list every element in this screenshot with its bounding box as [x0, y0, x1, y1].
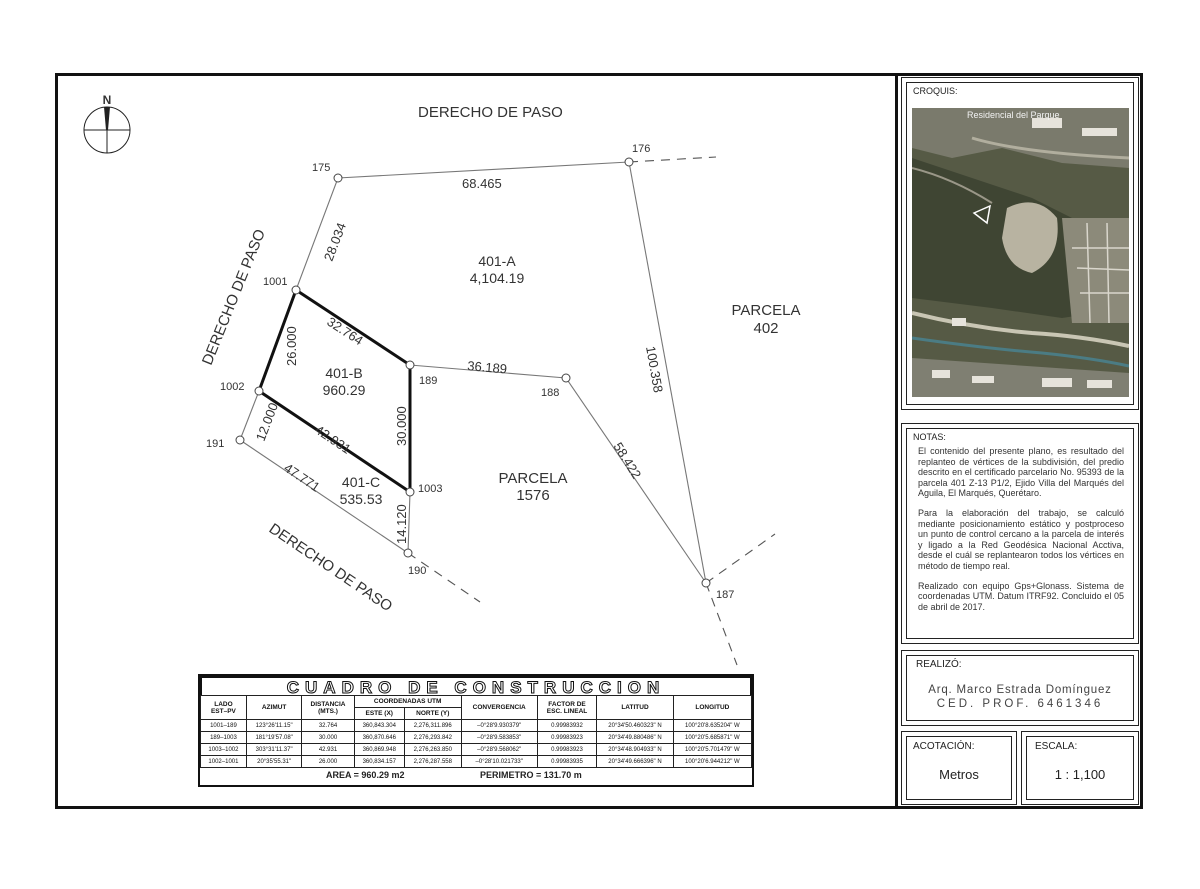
- notas-paragraph-2: Para la elaboración del trabajo, se calculó mediante posicionamiento estático y postproceso un punto de control cercano a la parcela de interés y ligado a la Red Geodésica Nacional Acctiva, desde el cuál se replantearon todos los vértices en método de tiempo real.: [918, 507, 1124, 571]
- header-distancia-text: DISTANCIA: [310, 700, 346, 708]
- realizo-cedula: CED. PROF. 6461346: [936, 698, 1104, 710]
- vertex-1002-label: 1002: [220, 381, 245, 393]
- header-factor: [537, 696, 597, 720]
- cell-latitud: 20°34'49.666396" N: [597, 756, 673, 768]
- distance-175-176: 68.465: [462, 176, 502, 191]
- header-coordenadas: COORDENADAS UTM: [354, 696, 461, 708]
- header-mts-text: (MTS.): [318, 707, 338, 715]
- aerial-image: [912, 108, 1129, 397]
- vertex-1003-label: 1003: [418, 483, 443, 495]
- table-row: [201, 732, 752, 744]
- vertex-175-label: 175: [312, 162, 331, 174]
- boundary-bottom-label: DERECHO DE PASO: [265, 520, 396, 616]
- cell-este: 360,869.948: [354, 744, 404, 756]
- cell-lado: 1001–189: [201, 720, 247, 732]
- vertex-1001-marker: [292, 286, 300, 294]
- notas-text: [918, 446, 1124, 621]
- vertex-1002-marker: [255, 387, 263, 395]
- cell-latitud: 20°34'48.904933" N: [597, 744, 673, 756]
- dash-187-ne: [706, 534, 775, 583]
- distance-176-187: 100.358: [643, 344, 666, 394]
- distance-189-1003: 30.000: [394, 406, 409, 446]
- north-arrow-icon: [84, 107, 130, 153]
- area-total: AREA = 960.29 m2: [326, 770, 405, 780]
- vertex-176-marker: [625, 158, 633, 166]
- parcela-1576-number: 1576: [516, 487, 550, 504]
- cell-longitud: 100°20'8.635204" W: [673, 720, 751, 732]
- aerial-caption: Residencial del Parque: [967, 110, 1060, 120]
- cell-este: 360,870.646: [354, 732, 404, 744]
- header-convergencia: CONVERGENCIA: [461, 696, 537, 720]
- vertex-189-marker: [406, 361, 414, 369]
- notas-label: NOTAS:: [913, 432, 946, 442]
- lot-401-a-area: 4,104.19: [469, 270, 525, 286]
- lot-401-a-name: 401-A: [478, 253, 516, 269]
- vertex-188-label: 188: [541, 387, 560, 399]
- distance-1003-190: 14.120: [394, 504, 409, 544]
- vertex-1001-label: 1001: [263, 276, 288, 288]
- header-factor-text: FACTOR DE: [548, 700, 586, 708]
- distance-1001-1002: 26.000: [284, 326, 299, 366]
- distance-191-190: 47.771: [281, 460, 323, 495]
- vertex-188-marker: [562, 374, 570, 382]
- cell-lado: 1003–1002: [201, 744, 247, 756]
- cell-azimut: 123°26'11.15": [246, 720, 301, 732]
- line-176-187: [629, 162, 706, 583]
- cell-distancia: 30.000: [302, 732, 354, 744]
- notas-paragraph-3: Realizado con equipo Gps+Glonass. Sistema de coordenadas UTM. Datum ITRF92. Concluido el 05 de abril de 2017.: [918, 580, 1124, 612]
- cell-azimut: 303°31'11.37": [246, 744, 301, 756]
- vertex-190-label: 190: [408, 565, 427, 577]
- cell-distancia: 26.000: [302, 756, 354, 768]
- cell-norte: 2,276,293.842: [404, 732, 461, 744]
- table-row: [201, 720, 752, 732]
- cell-longitud: 100°20'5.701479" W: [673, 744, 751, 756]
- cell-este: 360,843.304: [354, 720, 404, 732]
- vertex-191-marker: [236, 436, 244, 444]
- distance-175-1001: 28.034: [320, 220, 350, 264]
- cuadro-construccion-title: CUADRO DE CONSTRUCCION: [200, 676, 752, 695]
- header-esc-lineal-text: ESC. LINEAL: [546, 707, 588, 715]
- parcela-402-label: PARCELA: [731, 302, 801, 319]
- distance-189-188: 36.189: [466, 358, 508, 377]
- cell-norte: 2,276,263.850: [404, 744, 461, 756]
- vertex-187-label: 187: [716, 589, 735, 601]
- cell-factor: 0.99983923: [537, 744, 597, 756]
- cell-latitud: 20°34'50.460323" N: [597, 720, 673, 732]
- escala-label: ESCALA:: [1035, 741, 1078, 752]
- header-distancia: [302, 696, 354, 720]
- cell-norte: 2,276,311.896: [404, 720, 461, 732]
- lot-401-b-area: 960.29: [322, 382, 366, 398]
- lot-401-c-name: 401-C: [341, 474, 381, 490]
- cell-lado: 189–1003: [201, 732, 247, 744]
- satellite-map: [912, 108, 1129, 397]
- lot-401-c-area: 535.53: [339, 491, 383, 507]
- cell-factor: 0.99983935: [537, 756, 597, 768]
- header-norte: NORTE (Y): [404, 708, 461, 720]
- vertex-176-label: 176: [632, 143, 651, 155]
- cell-lado: 1002–1001: [201, 756, 247, 768]
- dash-190: [408, 553, 480, 602]
- line-191-190: [240, 440, 408, 553]
- distance-188-187: 58.422: [610, 439, 645, 482]
- vertex-189-label: 189: [419, 375, 438, 387]
- cell-convergencia: –0°28'9.930379": [461, 720, 537, 732]
- cell-latitud: 20°34'49.880486" N: [597, 732, 673, 744]
- vertex-190-marker: [404, 549, 412, 557]
- cuadro-construccion-footer: [200, 767, 752, 784]
- parcela-402-number: 402: [753, 320, 779, 337]
- cell-longitud: 100°20'5.685871" W: [673, 732, 751, 744]
- perimetro-total: PERIMETRO = 131.70 m: [480, 770, 582, 780]
- header-latitud: LATITUD: [597, 696, 673, 720]
- cell-convergencia: –0°28'10.021733": [461, 756, 537, 768]
- realizo-signature: [915, 683, 1125, 711]
- vertex-187-marker: [702, 579, 710, 587]
- table-row: [201, 744, 752, 756]
- header-longitud: LONGITUD: [673, 696, 751, 720]
- boundary-top-label: DERECHO DE PASO: [418, 104, 563, 121]
- header-est-pv-text: EST–PV: [210, 707, 236, 715]
- acotacion-value: Metros: [939, 767, 979, 782]
- boundary-left-label: DERECHO DE PASO: [198, 226, 269, 368]
- acotacion-label: ACOTACIÓN:: [913, 741, 975, 752]
- cell-distancia: 32.764: [302, 720, 354, 732]
- cell-azimut: 181°19'57.08": [246, 732, 301, 744]
- realizo-name: Arq. Marco Estrada Domínguez: [928, 684, 1112, 696]
- vertex-1003-marker: [406, 488, 414, 496]
- lot-401-b-name: 401-B: [325, 365, 363, 381]
- cell-convergencia: –0°28'9.583853": [461, 732, 537, 744]
- cell-azimut: 20°35'55.31": [246, 756, 301, 768]
- realizo-label: REALIZÓ:: [916, 659, 962, 670]
- header-lado: [201, 696, 247, 720]
- dash-176: [629, 157, 716, 162]
- distance-1002-1003: 42.931: [312, 422, 354, 457]
- distance-1001-189: 32.764: [324, 313, 366, 349]
- vertex-175-marker: [334, 174, 342, 182]
- cell-distancia: 42.931: [302, 744, 354, 756]
- line-188-187: [566, 378, 706, 583]
- north-label: N: [102, 93, 112, 107]
- croquis-label: CROQUIS:: [913, 86, 958, 96]
- cell-este: 360,834.157: [354, 756, 404, 768]
- header-este: ESTE (X): [354, 708, 404, 720]
- parcela-1576-label: PARCELA: [498, 470, 568, 487]
- cell-longitud: 100°20'6.944212" W: [673, 756, 751, 768]
- vertex-191-label: 191: [206, 438, 225, 450]
- escala-value: 1 : 1,100: [1054, 767, 1106, 782]
- cuadro-construccion-table: [200, 695, 752, 768]
- cell-norte: 2,276,287.558: [404, 756, 461, 768]
- cell-convergencia: –0°28'9.568062": [461, 744, 537, 756]
- distance-1002-191: 12.000: [252, 400, 282, 444]
- header-azimut: AZIMUT: [246, 696, 301, 720]
- table-row: [201, 756, 752, 768]
- cell-factor: 0.99983923: [537, 732, 597, 744]
- header-lado-text: LADO: [214, 700, 233, 708]
- notas-paragraph-1: El contenido del presente plano, es resultado del replanteo de vértices de la subdivisión, del predio descrito en el certificado parcelario No. 95393 de la parcela 401 Z-13 P1/2, Ejido Villa del Marqués del Aguila, El Marqués, Querétaro.: [918, 446, 1124, 499]
- cell-factor: 0.99983932: [537, 720, 597, 732]
